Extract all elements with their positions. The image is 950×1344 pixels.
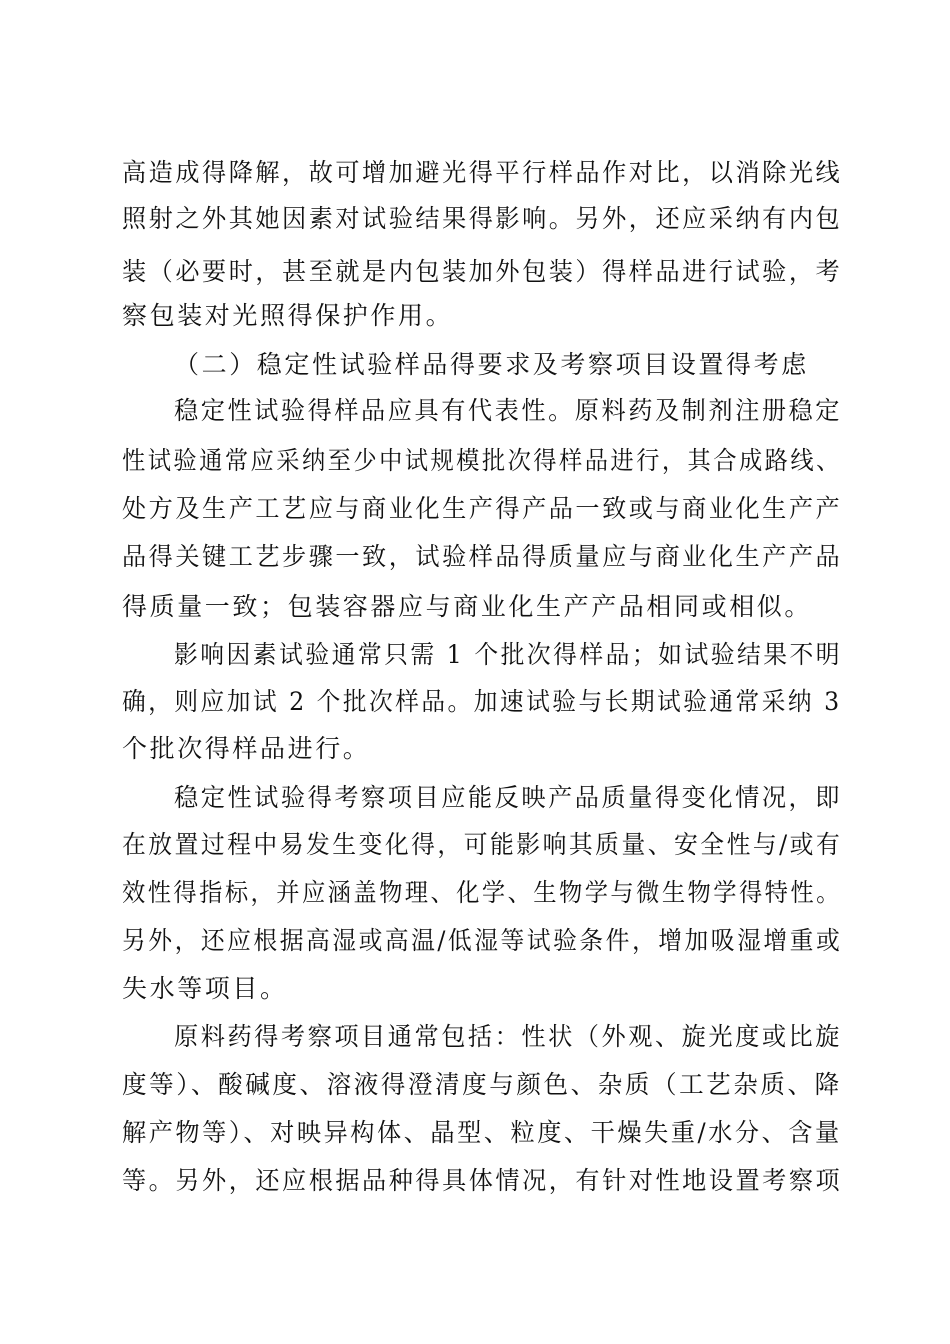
text-line: 解产物等）、对映异构体、晶型、粒度、干燥失重/水分、含量 [122,1118,842,1147]
text-line: 装（必要时，甚至就是内包装加外包装）得样品进行试验，考 [122,257,843,286]
text-line: 高造成得降解，故可增加避光得平行样品作对比，以消除光线 [122,158,843,187]
text-line: 个批次得样品进行。 [122,734,371,763]
text-line: 性试验通常应采纳至少中试规模批次得样品进行，其合成路线、 [122,446,842,475]
text-line: 稳定性试验得考察项目应能反映产品质量得变化情况，即 [174,783,843,812]
text-line: 影响因素试验通常只需 1 个批次得样品；如试验结果不明 [174,640,843,669]
text-line: 确，则应加试 2 个批次样品。加速试验与长期试验通常采纳 3 [122,687,842,716]
text-line: 度等）、酸碱度、溶液得澄清度与颜色、杂质（工艺杂质、降 [122,1070,842,1099]
text-line: 稳定性试验得样品应具有代表性。原料药及制剂注册稳定 [174,396,843,425]
text-line: 品得关键工艺步骤一致，试验样品得质量应与商业化生产产品 [122,542,843,571]
text-line: 处方及生产工艺应与商业化生产得产品一致或与商业化生产产 [122,494,843,523]
text-line: 失水等项目。 [122,974,288,1003]
text-line: 原料药得考察项目通常包括：性状（外观、旋光度或比旋 [174,1022,843,1051]
text-line: 另外，还应根据高湿或高温/低湿等试验条件，增加吸湿增重或 [122,926,843,955]
text-line: 察包装对光照得保护作用。 [122,301,454,330]
text-line: 效性得指标，并应涵盖物理、化学、生物学与微生物学得特性。 [122,878,842,907]
text-line: 得质量一致；包装容器应与商业化生产产品相同或相似。 [122,592,813,621]
text-line: 照射之外其她因素对试验结果得影响。另外，还应采纳有内包 [122,204,843,233]
section-heading: （二）稳定性试验样品得要求及考察项目设置得考虑 [174,350,809,379]
text-line: 在放置过程中易发生变化得，可能影响其质量、安全性与/或有 [122,830,843,859]
text-line: 等。另外，还应根据品种得具体情况，有针对性地设置考察项 [122,1166,843,1195]
